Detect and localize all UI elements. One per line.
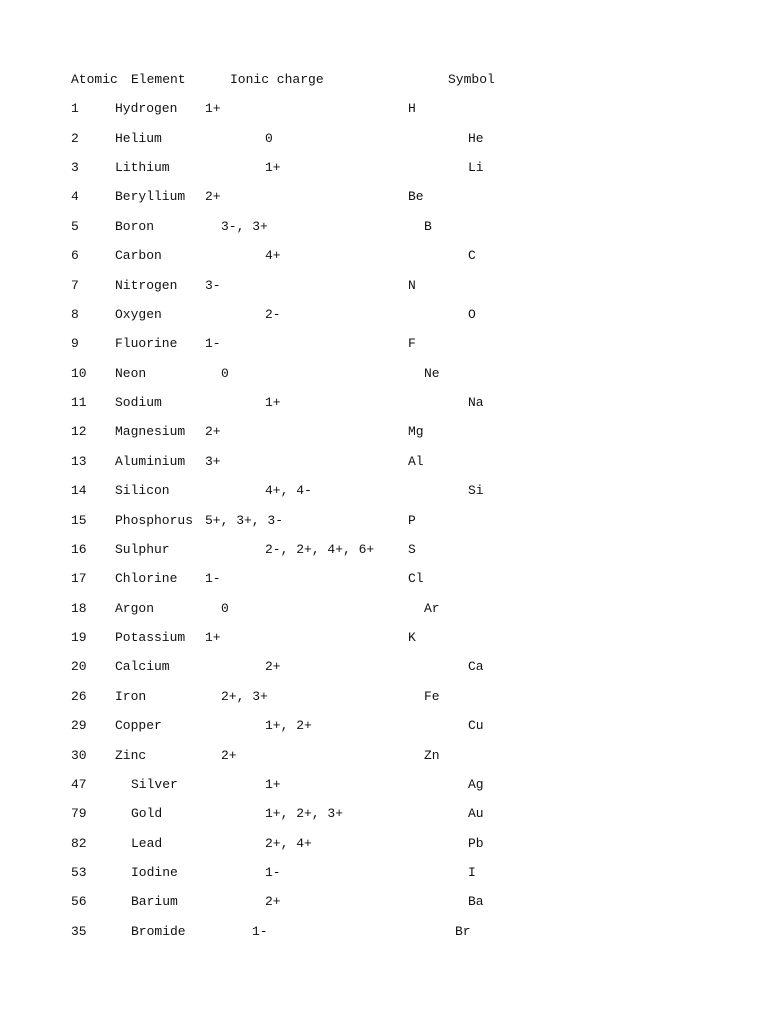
element-atomic-number: 5 (71, 219, 79, 234)
element-ionic-charge: 1- (205, 336, 221, 351)
element-name: Lithium (115, 160, 170, 175)
element-ionic-charge: 2+ (205, 189, 221, 204)
element-symbol: Zn (424, 748, 440, 763)
element-symbol: Ba (468, 894, 484, 909)
element-ionic-charge: 2-, 2+, 4+, 6+ (265, 542, 375, 557)
element-atomic-number: 7 (71, 278, 79, 293)
element-ionic-charge: 1+ (205, 101, 221, 116)
element-ionic-charge: 1+, 2+, 3+ (265, 806, 344, 821)
element-ionic-charge: 1+ (265, 160, 281, 175)
element-name: Aluminium (115, 454, 186, 469)
element-ionic-charge: 1+, 2+ (265, 718, 312, 733)
table-row (0, 512, 768, 530)
element-atomic-number: 9 (71, 336, 79, 351)
element-name: Helium (115, 131, 162, 146)
element-name: Beryllium (115, 189, 186, 204)
table-row (0, 541, 768, 559)
table-row (0, 394, 768, 412)
element-ionic-charge: 2+ (265, 894, 281, 909)
element-symbol: Al (408, 454, 424, 469)
element-atomic-number: 47 (71, 777, 87, 792)
element-name: Fluorine (115, 336, 178, 351)
element-name: Barium (131, 894, 178, 909)
element-name: Silver (131, 777, 178, 792)
table-row (0, 277, 768, 295)
table-row (0, 306, 768, 324)
element-name: Bromide (131, 924, 186, 939)
element-ionic-charge: 5+, 3+, 3- (205, 513, 284, 528)
element-ionic-charge: 2+ (265, 659, 281, 674)
element-symbol: Ca (468, 659, 484, 674)
element-ionic-charge: 2+, 3+ (221, 689, 268, 704)
element-name: Copper (115, 718, 162, 733)
element-atomic-number: 14 (71, 483, 87, 498)
element-atomic-number: 1 (71, 101, 79, 116)
element-name: Silicon (115, 483, 170, 498)
element-ionic-charge: 1+ (265, 395, 281, 410)
element-symbol: F (408, 336, 416, 351)
element-atomic-number: 16 (71, 542, 87, 557)
element-ionic-charge: 1- (205, 571, 221, 586)
element-atomic-number: 19 (71, 630, 87, 645)
header-symbol: Symbol (448, 72, 495, 87)
table-row (0, 335, 768, 353)
element-symbol: Si (468, 483, 484, 498)
element-name: Oxygen (115, 307, 162, 322)
element-name: Argon (115, 601, 155, 616)
table-row (0, 570, 768, 588)
element-atomic-number: 3 (71, 160, 79, 175)
element-symbol: Ag (468, 777, 484, 792)
element-ionic-charge: 2+ (221, 748, 237, 763)
element-symbol: Ne (424, 366, 440, 381)
element-symbol: Cu (468, 718, 484, 733)
element-atomic-number: 12 (71, 424, 87, 439)
element-atomic-number: 26 (71, 689, 87, 704)
element-atomic-number: 2 (71, 131, 79, 146)
element-symbol: C (468, 248, 476, 263)
element-name: Iron (115, 689, 147, 704)
table-row (0, 159, 768, 177)
table-row (0, 100, 768, 118)
element-name: Hydrogen (115, 101, 178, 116)
element-atomic-number: 8 (71, 307, 79, 322)
element-name: Nitrogen (115, 278, 178, 293)
element-symbol: O (468, 307, 476, 322)
element-name: Iodine (131, 865, 178, 880)
table-row (0, 805, 768, 823)
element-ionic-charge: 1+ (265, 777, 281, 792)
element-atomic-number: 13 (71, 454, 87, 469)
element-ionic-charge: 4+ (265, 248, 281, 263)
element-symbol: Be (408, 189, 424, 204)
element-symbol: I (468, 865, 476, 880)
element-name: Potassium (115, 630, 186, 645)
header-ionic-charge: Ionic charge (230, 72, 324, 87)
element-ionic-charge: 2- (265, 307, 281, 322)
element-atomic-number: 10 (71, 366, 87, 381)
element-symbol: Pb (468, 836, 484, 851)
element-symbol: N (408, 278, 416, 293)
element-atomic-number: 53 (71, 865, 87, 880)
table-row (0, 247, 768, 265)
table-row (0, 629, 768, 647)
element-atomic-number: 79 (71, 806, 87, 821)
element-ionic-charge: 1+ (205, 630, 221, 645)
element-name: Carbon (115, 248, 162, 263)
table-row (0, 688, 768, 706)
element-atomic-number: 29 (71, 718, 87, 733)
element-symbol: Fe (424, 689, 440, 704)
element-name: Magnesium (115, 424, 186, 439)
table-row (0, 218, 768, 236)
table-row (0, 747, 768, 765)
element-name: Calcium (115, 659, 170, 674)
table-row (0, 482, 768, 500)
element-ionic-charge: 2+ (205, 424, 221, 439)
element-name: Lead (131, 836, 163, 851)
table-row (0, 923, 768, 941)
element-symbol: P (408, 513, 416, 528)
element-name: Gold (131, 806, 163, 821)
element-ionic-charge: 1- (252, 924, 268, 939)
element-symbol: He (468, 131, 484, 146)
table-row (0, 453, 768, 471)
element-name: Chlorine (115, 571, 178, 586)
element-symbol: Li (468, 160, 484, 175)
element-name: Boron (115, 219, 155, 234)
element-atomic-number: 82 (71, 836, 87, 851)
element-ionic-charge: 3- (205, 278, 221, 293)
table-row (0, 835, 768, 853)
element-atomic-number: 20 (71, 659, 87, 674)
table-row (0, 717, 768, 735)
table-header (0, 71, 768, 89)
table-row (0, 658, 768, 676)
header-element: Element (131, 72, 186, 87)
table-row (0, 423, 768, 441)
element-symbol: Na (468, 395, 484, 410)
element-symbol: Br (455, 924, 471, 939)
element-ionic-charge: 0 (221, 601, 229, 616)
element-name: Sulphur (115, 542, 170, 557)
element-ionic-charge: 4+, 4- (265, 483, 312, 498)
element-name: Zinc (115, 748, 147, 763)
element-symbol: S (408, 542, 416, 557)
element-symbol: Mg (408, 424, 424, 439)
element-ionic-charge: 3-, 3+ (221, 219, 268, 234)
element-ionic-charge: 1- (265, 865, 281, 880)
table-row (0, 365, 768, 383)
element-symbol: Au (468, 806, 484, 821)
element-symbol: K (408, 630, 416, 645)
element-symbol: B (424, 219, 432, 234)
element-ionic-charge: 3+ (205, 454, 221, 469)
element-symbol: Ar (424, 601, 440, 616)
element-atomic-number: 56 (71, 894, 87, 909)
element-atomic-number: 35 (71, 924, 87, 939)
element-atomic-number: 17 (71, 571, 87, 586)
element-symbol: H (408, 101, 416, 116)
table-row (0, 600, 768, 618)
element-ionic-charge: 2+, 4+ (265, 836, 312, 851)
table-row (0, 893, 768, 911)
element-atomic-number: 15 (71, 513, 87, 528)
element-ionic-charge: 0 (221, 366, 229, 381)
element-name: Sodium (115, 395, 162, 410)
element-name: Phosphorus (115, 513, 194, 528)
element-name: Neon (115, 366, 147, 381)
element-ionic-charge: 0 (265, 131, 273, 146)
element-atomic-number: 6 (71, 248, 79, 263)
element-atomic-number: 30 (71, 748, 87, 763)
element-atomic-number: 18 (71, 601, 87, 616)
header-atomic: Atomic (71, 72, 118, 87)
element-atomic-number: 11 (71, 395, 87, 410)
table-row (0, 776, 768, 794)
table-row (0, 864, 768, 882)
table-row (0, 188, 768, 206)
table-row (0, 130, 768, 148)
element-symbol: Cl (408, 571, 424, 586)
element-atomic-number: 4 (71, 189, 79, 204)
